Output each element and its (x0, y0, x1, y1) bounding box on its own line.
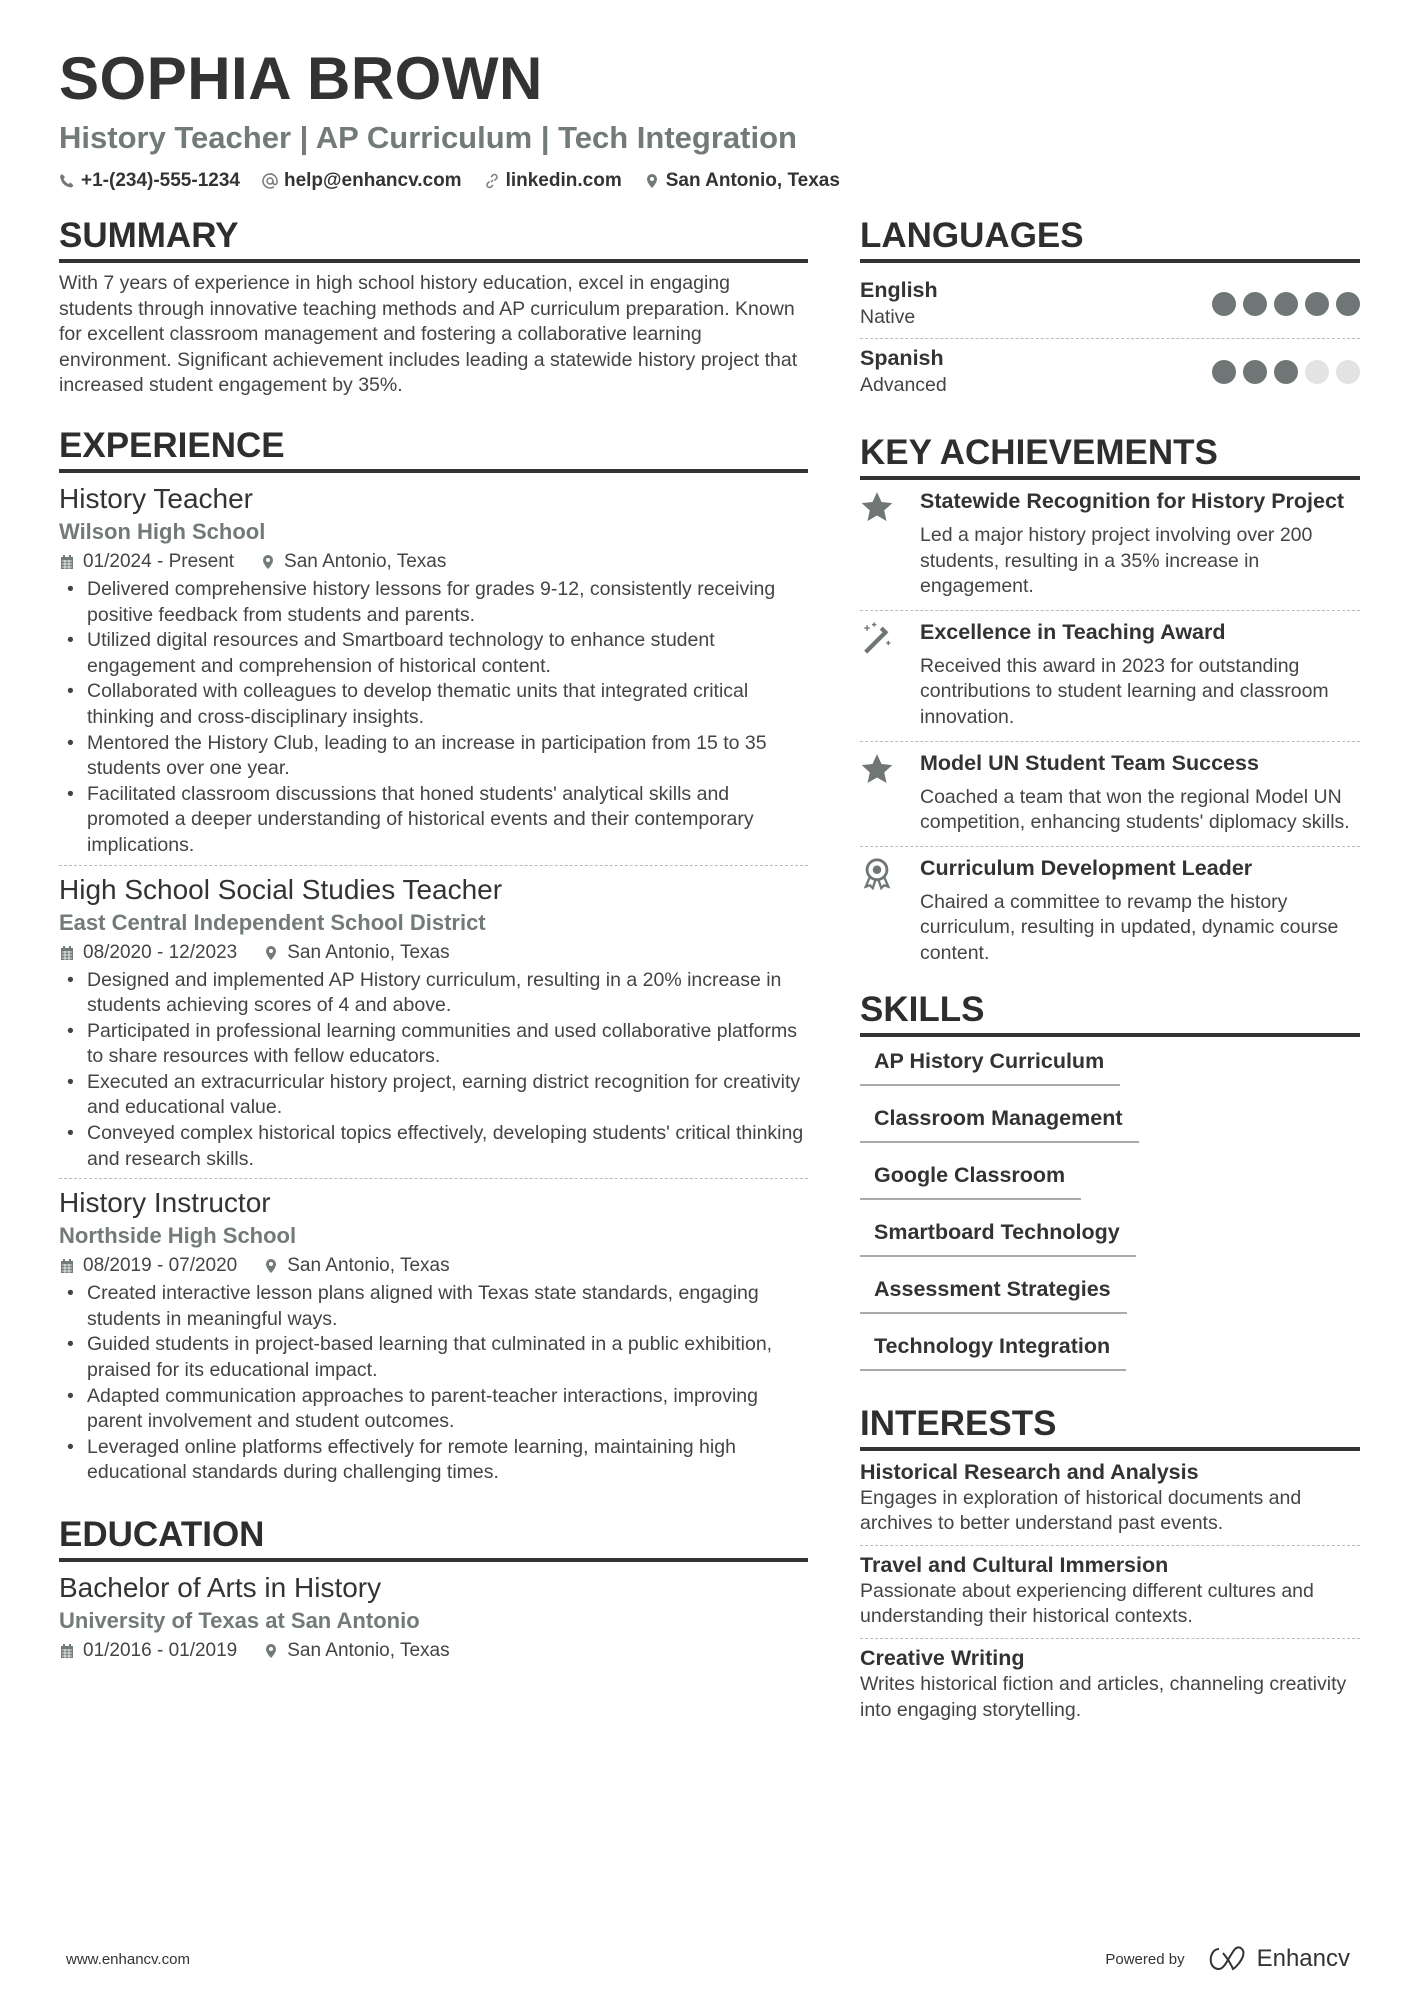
interest-title: Creative Writing (860, 1645, 1025, 1670)
contact-info (59, 170, 1359, 192)
section-title: INTERESTS (860, 1403, 1360, 1451)
interest-item (860, 1453, 1360, 1545)
job-bullets (59, 1281, 808, 1486)
job-list (59, 481, 808, 1492)
job-title: High School Social Studies Teacher (59, 873, 503, 905)
contact-text: San Antonio, Texas (665, 170, 840, 191)
bullet-item: • Participated in professional learning communities and used collaborative platforms to share resources with fellow educators. (59, 1019, 808, 1070)
language-item (860, 271, 1360, 338)
candidate-name: SOPHIA BROWN (59, 45, 543, 112)
contact-item[interactable] (59, 170, 240, 192)
education-section (59, 1514, 808, 1672)
language-name: Spanish (860, 346, 944, 370)
bullet-item: • Leveraged online platforms effectively for remote learning, maintaining high educational standards during challenging times. (59, 1435, 808, 1486)
job-meta (59, 938, 808, 968)
skill-tag: Assessment Strategies (860, 1267, 1127, 1314)
job-title: History Instructor (59, 1187, 271, 1219)
achievement-title: Excellence in Teaching Award (920, 619, 1226, 644)
enhancv-brand-name: Enhancv (1256, 1945, 1350, 1972)
achievement-item (860, 741, 1360, 846)
calendar-icon (59, 554, 75, 570)
footer (66, 1945, 1350, 1973)
rating-dot-filled (1243, 360, 1267, 384)
interest-desc: Engages in exploration of historical documents and archives to better understand past events. (860, 1486, 1302, 1535)
achievement-body (920, 488, 1360, 600)
section-title: SUMMARY (59, 215, 808, 263)
company-name: East Central Independent School District (59, 909, 486, 935)
job-entry (59, 865, 808, 1179)
bullet-item: • Designed and implemented AP History curriculum, resulting in a 20% increase in students achieving scores of 4 and above. (59, 968, 808, 1019)
achievement-body (920, 619, 1360, 731)
proficiency-rating (1212, 360, 1360, 384)
calendar-icon (59, 1258, 75, 1274)
location-text: San Antonio, Texas (287, 1255, 450, 1277)
location-text: San Antonio, Texas (287, 941, 450, 963)
dates-text: 08/2020 - 12/2023 (83, 941, 238, 963)
location (263, 938, 449, 968)
achievement-body (920, 855, 1360, 967)
enhancv-logo-icon (1205, 1946, 1249, 1972)
achievement-item (860, 480, 1360, 610)
skill-list (860, 1039, 1360, 1381)
language-list (860, 271, 1360, 406)
bullet-item: • Guided students in project-based learning that culminated in a public exhibition, praised for its educational impact. (59, 1332, 808, 1383)
achievement-title: Model UN Student Team Success (920, 750, 1259, 775)
phone-icon (59, 173, 75, 189)
location-pin-icon (644, 173, 660, 189)
skill-tag: Smartboard Technology (860, 1210, 1136, 1257)
achievement-title: Curriculum Development Leader (920, 855, 1253, 880)
contact-item[interactable] (262, 170, 462, 192)
achievement-body (920, 750, 1360, 836)
achievement-desc: Coached a team that won the regional Model UN competition, enhancing students' diplomacy skills. (920, 785, 1350, 834)
dates-text: 01/2024 - Present (83, 550, 235, 572)
powered-by-label: Powered by (1105, 1950, 1185, 1968)
enhancv-logo[interactable] (1205, 1945, 1350, 1973)
interest-item (860, 1545, 1360, 1638)
star-icon (860, 488, 900, 600)
interest-title: Historical Research and Analysis (860, 1459, 1199, 1484)
job-title: History Teacher (59, 482, 254, 514)
summary-text: With 7 years of experience in high school history education, excel in engaging students through innovative teaching methods and AP curriculum preparation. Known for excellent classroom management and fostering a collaborative learning environment. Significant achievement includes leading a statewide history project that increased student engagement by 35%. (59, 272, 798, 397)
location-pin-icon (263, 1258, 279, 1274)
language-level: Native (860, 306, 916, 328)
job-bullets (59, 577, 808, 859)
bullet-item: • Facilitated classroom discussions that honed students' analytical skills and promoted a deeper understanding of historical events and their contemporary implications. (59, 782, 808, 859)
achievement-list (860, 480, 1360, 977)
rating-dot-filled (1212, 292, 1236, 316)
achievements-section (860, 432, 1360, 977)
location (260, 547, 446, 577)
achievement-desc: Chaired a committee to revamp the history curriculum, resulting in updated, dynamic course content. (920, 890, 1339, 964)
bullet-item: • Created interactive lesson plans aligned with Texas state standards, engaging students in meaningful ways. (59, 1281, 808, 1332)
location (263, 1636, 449, 1666)
location-text: San Antonio, Texas (284, 550, 447, 572)
star-icon (860, 750, 900, 836)
bullet-item: • Adapted communication approaches to parent-teacher interactions, improving parent involvement and student outcomes. (59, 1384, 808, 1435)
skill-tag: Google Classroom (860, 1153, 1081, 1200)
job-entry (59, 1178, 808, 1492)
job-bullets (59, 968, 808, 1173)
bullet-item: • Collaborated with colleagues to develop thematic units that integrated critical thinking and cross-disciplinary insights. (59, 679, 808, 730)
rating-dot-empty (1305, 360, 1329, 384)
education-entry (59, 1570, 808, 1672)
interest-title: Travel and Cultural Immersion (860, 1552, 1169, 1577)
bullet-item: • Conveyed complex historical topics effectively, developing students' critical thinking and research skills. (59, 1121, 808, 1172)
date-range (59, 1636, 237, 1666)
contact-item[interactable] (644, 170, 840, 192)
job-meta (59, 547, 808, 577)
rating-dot-filled (1274, 360, 1298, 384)
interest-item (860, 1638, 1360, 1731)
calendar-icon (59, 1643, 75, 1659)
location-pin-icon (263, 945, 279, 961)
interest-desc: Writes historical fiction and articles, channeling creativity into engaging storytelling. (860, 1672, 1347, 1721)
location-pin-icon (263, 1643, 279, 1659)
education-list (59, 1570, 808, 1672)
proficiency-rating (1212, 292, 1360, 316)
location (263, 1251, 449, 1281)
company-name: Northside High School (59, 1223, 297, 1249)
achievement-title: Statewide Recognition for History Project (920, 489, 1345, 513)
achievement-item (860, 846, 1360, 977)
section-title: KEY ACHIEVEMENTS (860, 432, 1360, 480)
dates-text: 01/2016 - 01/2019 (83, 1640, 238, 1661)
right-column (860, 215, 1360, 1731)
resume-header (59, 44, 1359, 192)
section-title: EXPERIENCE (59, 425, 808, 473)
date-range (59, 1251, 237, 1281)
website-link[interactable]: www.enhancv.com (66, 1950, 190, 1968)
skills-section (860, 989, 1360, 1381)
location-pin-icon (260, 554, 276, 570)
rating-dot-filled (1305, 292, 1329, 316)
rating-dot-filled (1336, 292, 1360, 316)
rating-dot-empty (1336, 360, 1360, 384)
bullet-item: • Executed an extracurricular history project, earning district recognition for creativity and educational value. (59, 1070, 808, 1121)
award-badge-icon (860, 855, 900, 967)
job-meta (59, 1636, 808, 1666)
link-icon (484, 173, 500, 189)
experience-section (59, 425, 808, 1492)
language-text (860, 277, 938, 330)
degree: Bachelor of Arts in History (59, 1572, 382, 1603)
language-text (860, 345, 947, 398)
job-meta (59, 1251, 808, 1281)
achievement-desc: Received this award in 2023 for outstanding contributions to student learning and classroom innovation. (920, 654, 1329, 728)
interest-desc: Passionate about experiencing different cultures and understanding their historical contexts. (860, 1579, 1314, 1628)
language-name: English (860, 278, 938, 302)
rating-dot-filled (1274, 292, 1298, 316)
rating-dot-filled (1212, 360, 1236, 384)
contact-text: help@enhancv.com (283, 170, 462, 191)
contact-text: linkedin.com (505, 170, 622, 191)
left-column (59, 215, 808, 1672)
rating-dot-filled (1243, 292, 1267, 316)
summary-section (59, 215, 808, 399)
date-range (59, 938, 237, 968)
candidate-subtitle: History Teacher | AP Curriculum | Tech Integration (59, 120, 797, 155)
bullet-item: • Delivered comprehensive history lessons for grades 9-12, consistently receiving positive feedback from students and parents. (59, 577, 808, 628)
interest-list (860, 1453, 1360, 1732)
job-entry (59, 481, 808, 865)
powered-by (1105, 1945, 1350, 1973)
bullet-item: • Mentored the History Club, leading to an increase in participation from 15 to 35 students over one year. (59, 731, 808, 782)
section-title: SKILLS (860, 989, 1360, 1037)
section-title: LANGUAGES (860, 215, 1360, 263)
achievement-item (860, 610, 1360, 741)
magic-wand-icon (860, 619, 900, 731)
dates-text: 08/2019 - 07/2020 (83, 1255, 238, 1277)
languages-section (860, 215, 1360, 406)
skill-tag: Technology Integration (860, 1324, 1126, 1371)
skill-tag: Classroom Management (860, 1096, 1139, 1143)
at-icon (262, 173, 278, 189)
skill-tag: AP History Curriculum (860, 1039, 1120, 1086)
language-level: Advanced (860, 374, 947, 396)
section-title: EDUCATION (59, 1514, 808, 1562)
calendar-icon (59, 945, 75, 961)
interests-section (860, 1403, 1360, 1732)
company-name: Wilson High School (59, 518, 266, 544)
school-name: University of Texas at San Antonio (59, 1608, 420, 1633)
contact-item[interactable] (484, 170, 622, 192)
date-range (59, 547, 234, 577)
location-text: San Antonio, Texas (287, 1640, 450, 1661)
contact-text: +1-(234)-555-1234 (81, 170, 240, 191)
achievement-desc: Led a major history project involving over 200 students, resulting in a 35% increase in engagement. (920, 524, 1313, 598)
language-item (860, 338, 1360, 406)
bullet-item: • Utilized digital resources and Smartboard technology to enhance student engagement and comprehension of historical content. (59, 628, 808, 679)
